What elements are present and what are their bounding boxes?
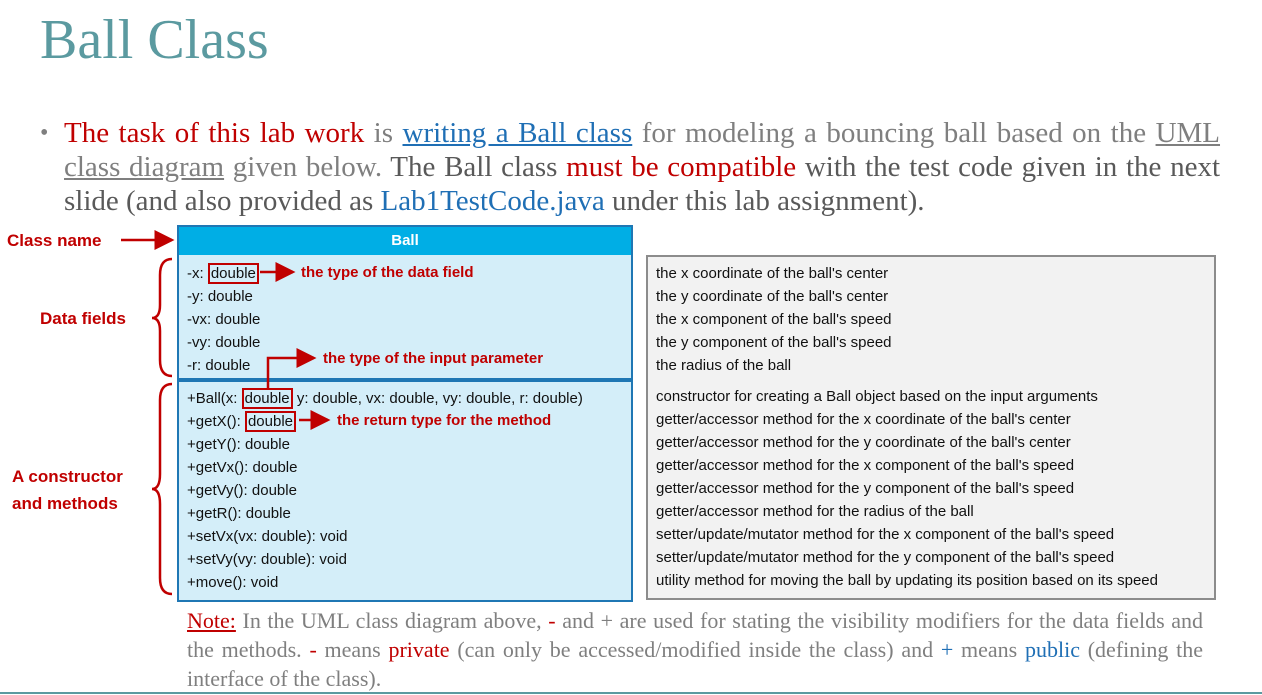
- data-fields-brace: [152, 259, 172, 376]
- field-desc: the radius of the ball: [656, 357, 792, 374]
- constructor-label-line2: and methods: [12, 494, 118, 513]
- method-desc: getter/accessor method for the y component of the ball's speed: [656, 480, 1075, 497]
- uml-method: +getR(): double: [187, 505, 291, 522]
- param-type-arrow: [268, 358, 314, 389]
- annotation-return-type: the return type for the method: [337, 412, 552, 429]
- intro-test-code: with the test code given in the next slide (and also provided as: [64, 151, 1220, 217]
- intro-compatible: must be compatible: [566, 151, 797, 183]
- uml-method: +getVy(): double: [187, 482, 297, 499]
- intro-given-below: given below.: [224, 151, 391, 183]
- slide-title: Ball Class: [40, 9, 269, 71]
- uml-field: -r: double: [187, 357, 251, 374]
- field-desc: the x coordinate of the ball's center: [656, 265, 889, 282]
- intro-uml-diagram: UML class diagram: [64, 117, 1221, 183]
- note-private: private: [388, 637, 450, 662]
- uml-constructor: +Ball(x: double y: double, vx: double, vy: double, r: double): [187, 390, 583, 407]
- method-desc: utility method for moving the ball by updating its position based on its speed: [656, 572, 1158, 589]
- bullet-icon: •: [40, 120, 49, 146]
- method-desc: getter/accessor method for the y coordinate of the ball's center: [656, 434, 1071, 451]
- uml-field: -vx: double: [187, 311, 261, 328]
- method-desc: constructor for creating a Ball object based on the input arguments: [656, 388, 1098, 405]
- data-fields-label: Data fields: [40, 309, 126, 328]
- uml-field-x: -x: double: [179, 262, 631, 285]
- note-label: Note:: [187, 608, 236, 633]
- uml-method: +move(): void: [187, 574, 279, 591]
- return-type-box: double: [245, 411, 296, 432]
- bottom-divider: [0, 692, 1262, 694]
- intro-task: The task of this lab work: [64, 117, 365, 149]
- uml-method: +getY(): double: [187, 436, 290, 453]
- annotation-field-type: the type of the data field: [301, 264, 474, 281]
- intro-end: under this lab assignment).: [604, 185, 925, 217]
- param-type-box: double: [242, 388, 293, 409]
- annotation-param-type: the type of the input parameter: [323, 350, 544, 367]
- uml-method-getx: +getX(): double: [179, 410, 631, 433]
- method-desc: getter/accessor method for the radius of the ball: [656, 503, 974, 520]
- uml-method: +setVx(vx: double): void: [187, 528, 348, 545]
- constructor-label-line1: A constructor: [12, 467, 123, 486]
- intro-modeling: for modeling a bouncing ball based on the: [632, 117, 1156, 149]
- method-desc: getter/accessor method for the x coordinate of the ball's center: [656, 411, 1071, 428]
- uml-field: -y: double: [187, 288, 253, 305]
- uml-field: -vy: double: [187, 334, 261, 351]
- intro-is: is: [364, 117, 403, 149]
- intro-filename: Lab1TestCode.java: [380, 185, 605, 217]
- class-name-label: Class name: [7, 231, 102, 250]
- note-paragraph: Note: In the UML class diagram above, - and + are used for stating the visibility modifiers for the data fields and the methods. - means private (can only be accessed/modified inside the class) and + means public (defining the interface of the class).: [187, 608, 1204, 691]
- note-public: public: [1024, 637, 1080, 662]
- method-desc: setter/update/mutator method for the x component of the ball's speed: [656, 526, 1115, 543]
- field-type-box: double: [208, 263, 259, 284]
- uml-method: +setVy(vy: double): void: [187, 551, 347, 568]
- field-desc: the y coordinate of the ball's center: [656, 288, 889, 305]
- intro-ball-class: The Ball class: [390, 151, 567, 183]
- method-desc: setter/update/mutator method for the y component of the ball's speed: [656, 549, 1115, 566]
- method-desc: getter/accessor method for the x component of the ball's speed: [656, 457, 1075, 474]
- uml-method: +getVx(): double: [187, 459, 298, 476]
- intro-link-ball-class[interactable]: writing a Ball class: [402, 117, 633, 149]
- field-desc: the x component of the ball's speed: [656, 311, 892, 328]
- field-desc: the y component of the ball's speed: [656, 334, 892, 351]
- uml-class-name: Ball: [177, 225, 633, 257]
- methods-brace: [152, 384, 172, 594]
